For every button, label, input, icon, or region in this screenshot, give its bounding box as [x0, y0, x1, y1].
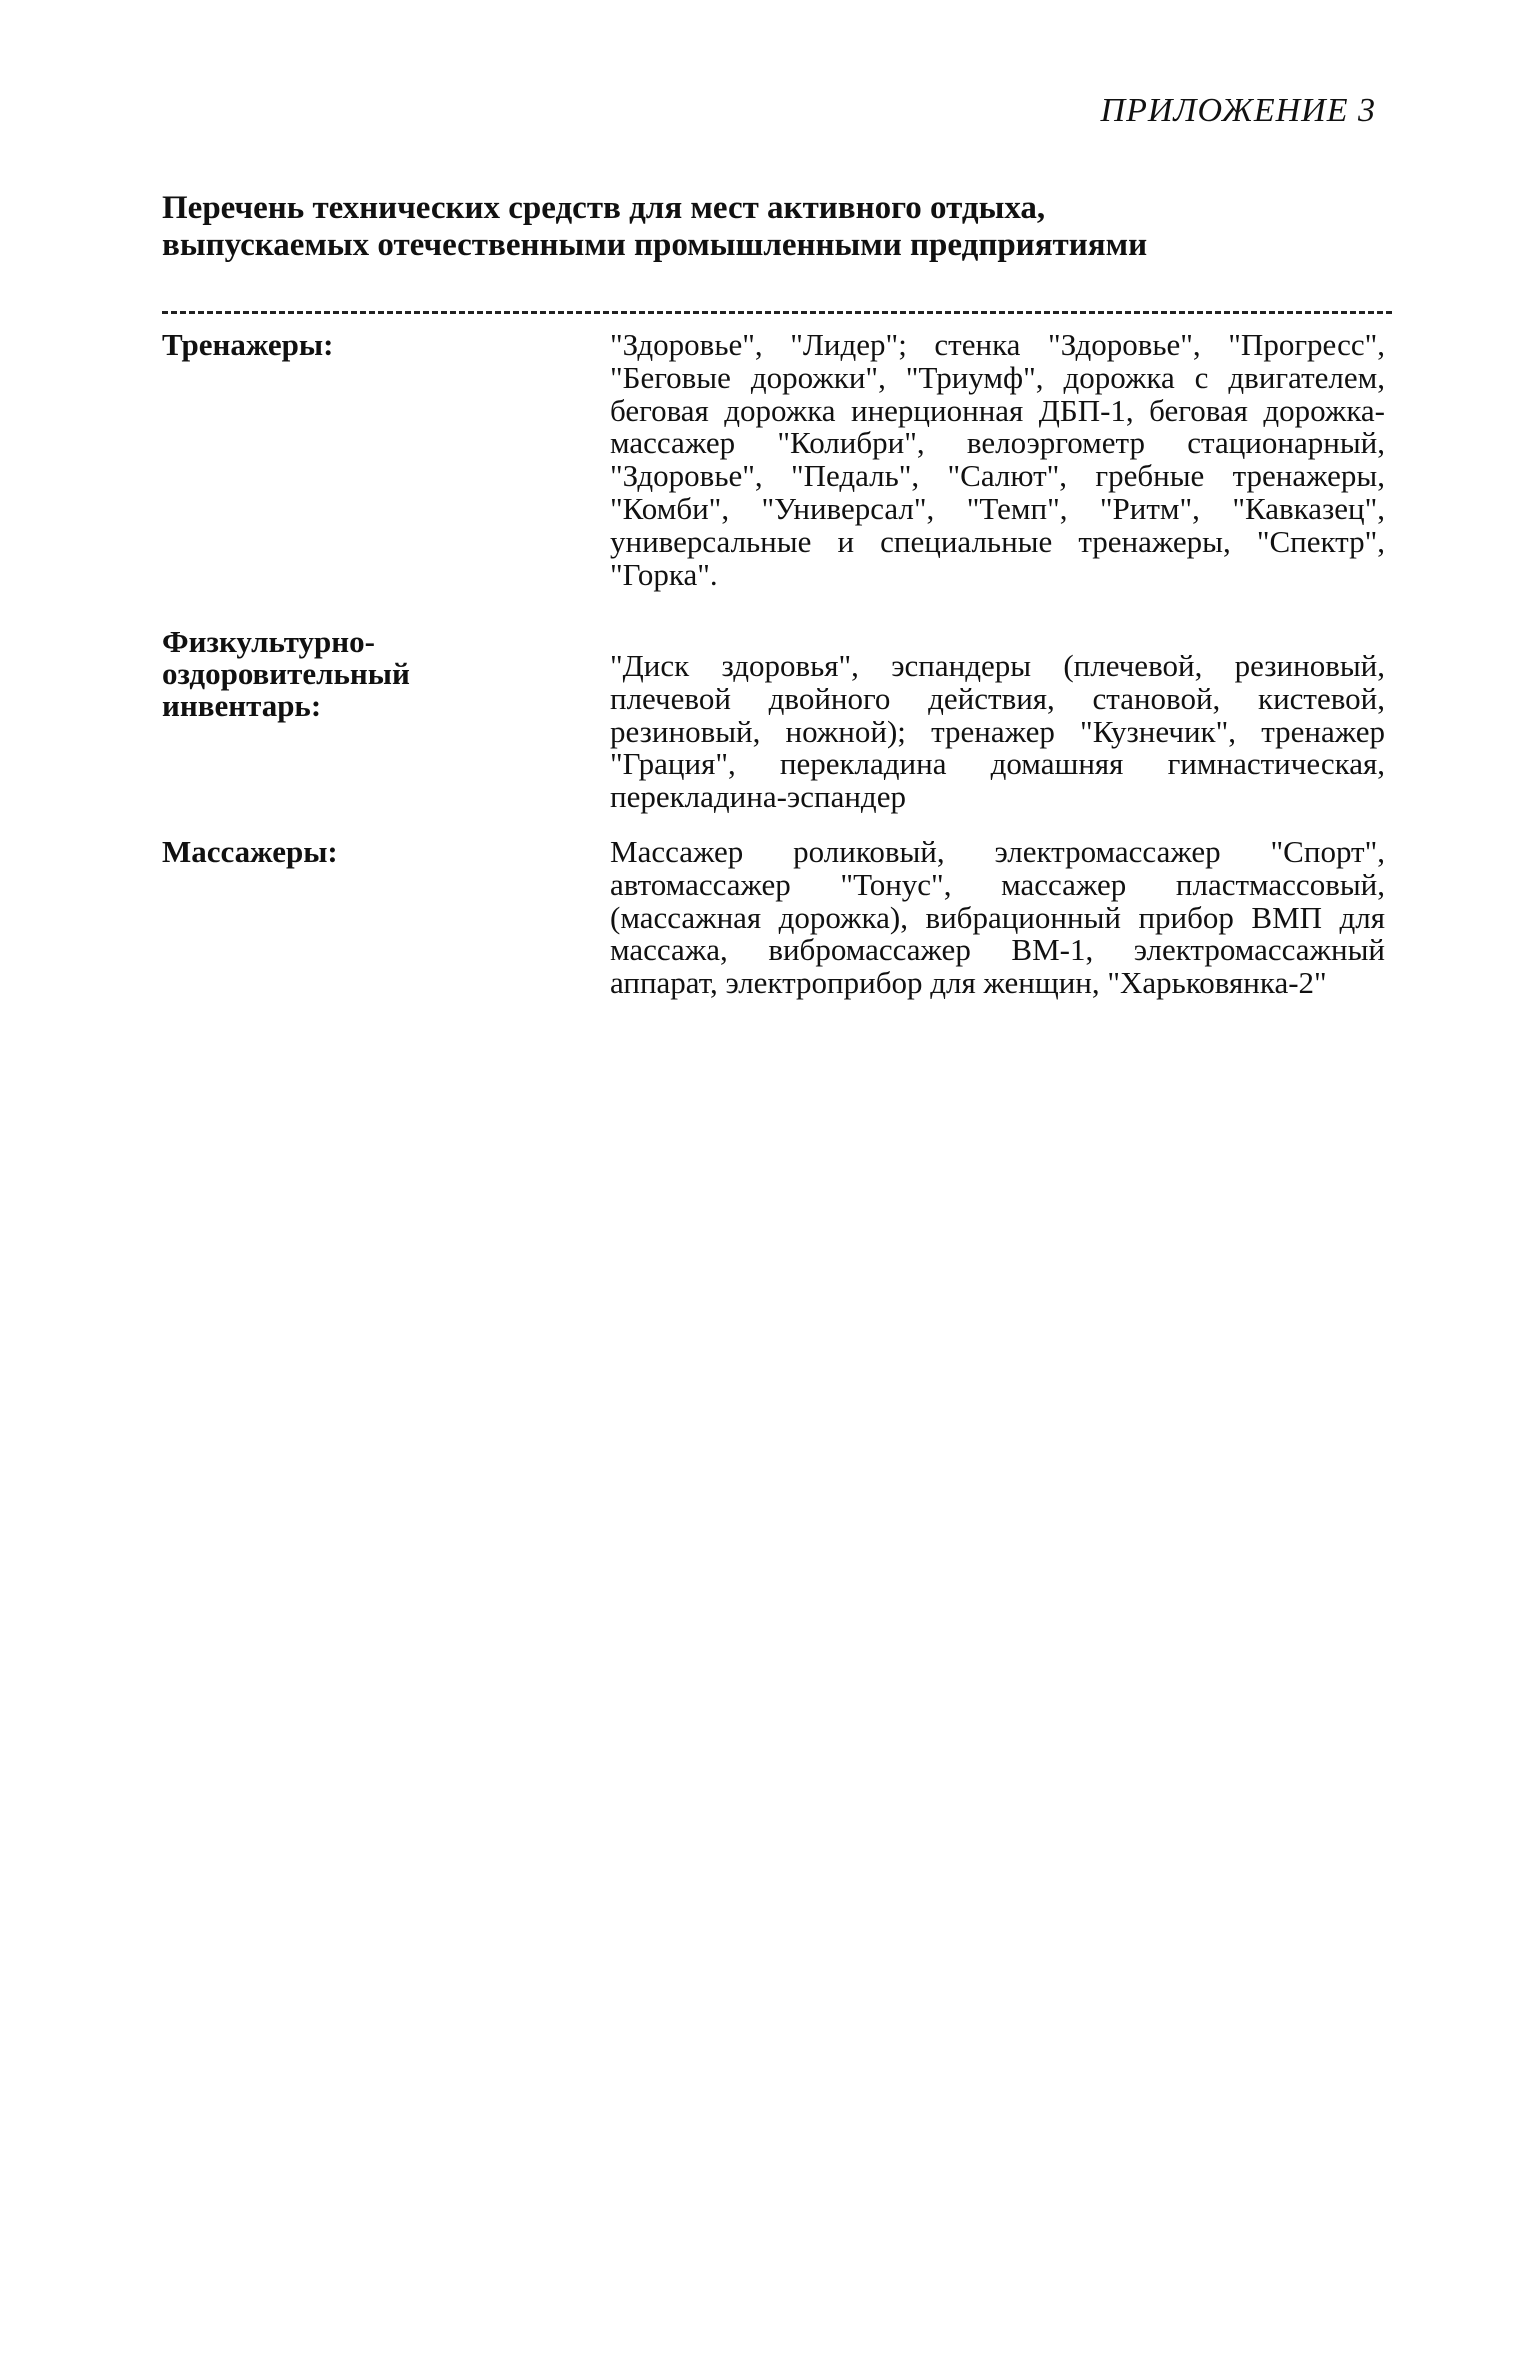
- category-label-trainers: Тренажеры:: [162, 327, 334, 362]
- appendix-label: ПРИЛОЖЕНИЕ 3: [1100, 92, 1376, 129]
- dashed-divider: [162, 311, 1392, 314]
- category-text-trainers: "Здоровье", "Лидер"; стенка "Здоровье", "Прогресс", "Беговые дорожки", "Триумф", дорожка с двигателем, беговая дорожка инерционная ДБП-1, беговая дорожка-массажер "Колибри", велоэргометр стационарный, "Здоровье", "Педаль", "Салют", гребные тренажеры, "Комби", "Универсал", "Темп", "Ритм", "Кавказец", универсальные и специальные тренажеры, "Спектр", "Горка".: [610, 327, 1385, 592]
- title-line-1: Перечень технических средств для мест активного отдыха,: [162, 190, 1046, 226]
- page-title: [162, 190, 1402, 264]
- category-text-inventory: "Диск здоровья", эспандеры (плечевой, резиновый, плечевой двойного действия, становой, кистевой, резиновый, ножной); тренажер "Кузнечик", тренажер "Грация", перекладина домашняя гимнастическая, перекладина-эспандер: [610, 648, 1385, 815]
- category-text-massagers: Массажер роликовый, электромассажер "Спорт", автомассажер "Тонус", массажер пластмассовый, (массажная дорожка), вибрационный прибор ВМП для массажа, вибромассажер ВМ-1, электромассажный аппарат, электроприбор для женщин, "Харьковянка-2": [610, 834, 1385, 1001]
- category-label-inventory: Физкультурно-оздоровительный инвентарь:: [162, 624, 410, 723]
- category-label-massagers: Массажеры:: [162, 834, 338, 869]
- title-line-2: выпускаемых отечественными промышленными предприятиями: [162, 227, 1148, 263]
